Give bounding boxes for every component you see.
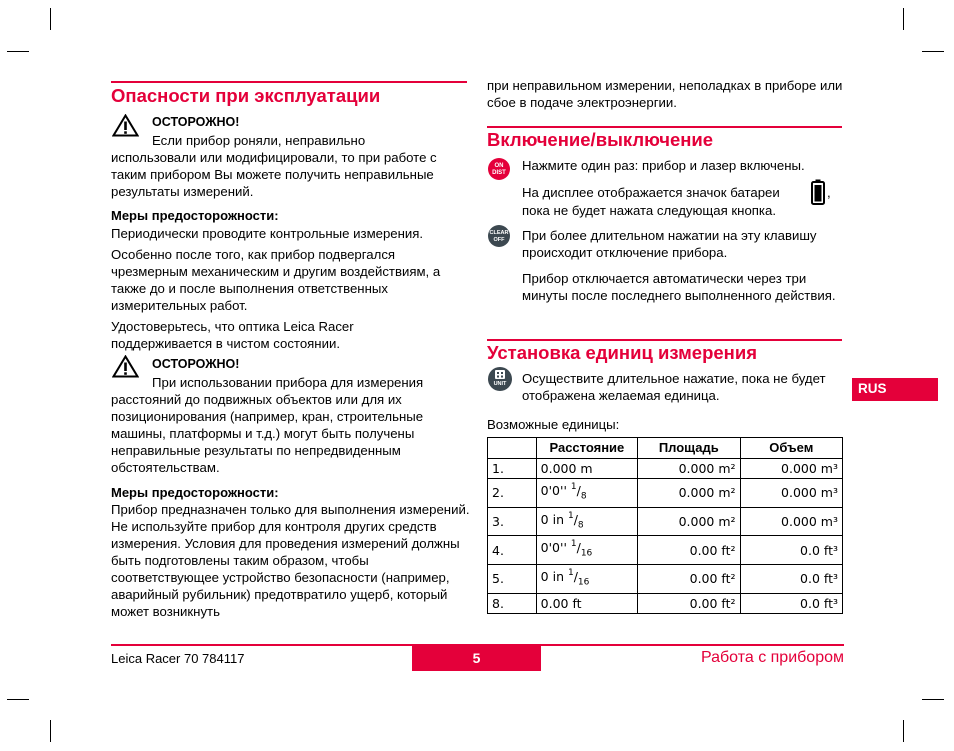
fraction-numerator: 1 xyxy=(570,539,577,550)
crop-mark xyxy=(7,51,29,52)
section-rule xyxy=(487,339,842,341)
unit-button-icon xyxy=(488,367,512,391)
fraction-slash: / xyxy=(576,540,581,556)
icon-label: CLEAR xyxy=(489,230,509,236)
volume-unit: 0.0 ft³ xyxy=(740,536,842,565)
fraction-slash: / xyxy=(573,511,578,527)
table-row xyxy=(488,507,843,536)
distance-unit xyxy=(536,507,637,536)
area-unit: 0.000 m² xyxy=(638,507,740,536)
distance-unit xyxy=(536,593,637,614)
battery-icon xyxy=(811,179,825,205)
fraction-numerator: 1 xyxy=(567,567,574,578)
on-text: Нажмите один раз: прибор и лазер включены. xyxy=(522,158,805,173)
paragraph: Особенно после того, как прибор подвергался чрезмерным механическим и другим воздействиям, а также до и после выполнения ответственных измерительных работ. xyxy=(111,247,441,313)
distance-value: 0.00 ft xyxy=(540,595,582,611)
distance-value: 0 in xyxy=(540,511,568,527)
page-number-box xyxy=(412,646,541,671)
crop-mark xyxy=(50,8,51,30)
warning-icon xyxy=(112,355,139,378)
row-index: 8. xyxy=(488,593,537,614)
warning-text: расстояний до подвижных объектов или для их позиционирования (например, кран, строительные машины, платформы и т.д.) могут быть получены неправильные результаты по непредвиденным обстоятельствам. xyxy=(111,392,424,475)
unit-text: Осуществите длительное нажатие, пока не будет отображена желаемая единица. xyxy=(522,371,826,403)
volume-unit: 0.0 ft³ xyxy=(740,593,842,614)
crop-mark xyxy=(50,720,51,742)
distance-unit xyxy=(536,564,637,593)
auto-off-text: Прибор отключается автоматически через три минуты после последнего выполненного действия. xyxy=(522,271,836,303)
area-unit: 0.00 ft² xyxy=(638,564,740,593)
fraction-slash: / xyxy=(573,569,578,585)
table-row xyxy=(488,479,843,508)
fraction-denominator: 16 xyxy=(580,548,593,559)
table-header: Объем xyxy=(740,438,842,459)
row-index: 5. xyxy=(488,564,537,593)
distance-value: 0'0'' xyxy=(540,483,571,499)
fraction-denominator: 8 xyxy=(580,491,587,502)
crop-mark xyxy=(7,699,29,700)
crop-mark xyxy=(922,699,944,700)
fraction-denominator: 8 xyxy=(577,520,584,531)
table-header: Площадь xyxy=(638,438,740,459)
language-label: RUS xyxy=(858,381,887,396)
page-number: 5 xyxy=(472,650,481,666)
on-dist-button-icon xyxy=(488,158,510,180)
crop-mark xyxy=(903,8,904,30)
precaution-title: Меры предосторожности: xyxy=(111,208,279,223)
language-tab xyxy=(852,378,938,401)
icon-label: DIST xyxy=(492,170,506,176)
table-row xyxy=(488,536,843,565)
area-unit: 0.000 m² xyxy=(638,458,740,479)
distance-value: 0'0'' xyxy=(540,540,571,556)
footer-product: Leica Racer 70 784117 xyxy=(111,651,245,666)
row-index: 1. xyxy=(488,458,537,479)
table-header: Расстояние xyxy=(536,438,637,459)
section-title-onoff: Включение/выключение xyxy=(487,129,714,150)
precaution-text: Прибор предназначен только для выполнения измерений. Не используйте прибор для контроля других средств измерения. Условия для проведения измерений должны быть подготовлены таким образом, чтобы соответствующее устройство безопасности (например, аварийный рубильник) предотвратило ущерб, который может возникнуть xyxy=(111,502,470,619)
fraction-numerator: 1 xyxy=(567,510,574,521)
row-index: 3. xyxy=(488,507,537,536)
crop-mark xyxy=(922,51,944,52)
distance-value: 0 in xyxy=(540,569,568,585)
table-row xyxy=(488,458,843,479)
off-text: При более длительном нажатии на эту клавишу происходит отключение прибора. xyxy=(522,228,817,260)
crop-mark xyxy=(903,720,904,742)
volume-unit: 0.000 m³ xyxy=(740,507,842,536)
units-table xyxy=(487,437,843,614)
table-header xyxy=(488,438,537,459)
warning-text: использовали или модифицировали, то при работе с таким прибором Вы можете получить неправильные результаты измерений. xyxy=(111,150,437,199)
icon-label: UNIT xyxy=(493,381,507,387)
clear-off-button-icon xyxy=(488,225,510,247)
battery-text-cont: пока не будет нажата следующая кнопка. xyxy=(522,203,776,218)
continued-text: при неправильном измерении, неполадках в приборе или сбое в подаче электроэнергии. xyxy=(487,78,843,110)
fraction-numerator: 1 xyxy=(570,482,577,492)
icon-label: ON xyxy=(494,163,504,169)
section-title-hazards: Опасности при эксплуатации xyxy=(111,85,381,106)
fraction-slash: / xyxy=(576,483,581,499)
section-rule xyxy=(111,81,467,83)
icon-label: OFF xyxy=(493,237,505,243)
row-index: 4. xyxy=(488,536,537,565)
battery-text-part: На дисплее отображается значок батареи xyxy=(522,185,780,200)
warning-icon xyxy=(112,114,139,137)
volume-unit: 0.000 m³ xyxy=(740,479,842,508)
area-unit: 0.00 ft² xyxy=(638,593,740,614)
volume-unit: 0.0 ft³ xyxy=(740,564,842,593)
battery-text xyxy=(522,184,780,201)
area-unit: 0.000 m² xyxy=(638,479,740,508)
table-header-row xyxy=(488,438,843,459)
footer-chapter: Работа с прибором xyxy=(700,649,844,666)
table-row xyxy=(488,564,843,593)
precaution-text: Периодически проводите контрольные измерения. xyxy=(111,226,424,241)
keypad-icon xyxy=(495,370,505,379)
warning-title: ОСТОРОЖНО! xyxy=(152,115,240,129)
distance-value: 0.000 m xyxy=(540,460,593,476)
table-row xyxy=(488,593,843,614)
warning-text-first: Если прибор роняли, неправильно xyxy=(152,133,366,148)
section-title-units: Установка единиц измерения xyxy=(487,342,757,363)
section-rule xyxy=(487,126,842,128)
possible-units-label: Возможные единицы: xyxy=(487,417,620,432)
warning-text-first: При использовании прибора для измерения xyxy=(152,375,424,390)
battery-text-comma: , xyxy=(827,185,831,200)
paragraph: Удостоверьтесь, что оптика Leica Racer поддерживается в чистом состоянии. xyxy=(111,319,354,351)
distance-unit xyxy=(536,536,637,565)
distance-unit xyxy=(536,458,637,479)
precaution-title: Меры предосторожности: xyxy=(111,485,279,500)
warning-title: ОСТОРОЖНО! xyxy=(152,357,240,371)
row-index: 2. xyxy=(488,479,537,508)
fraction-denominator: 16 xyxy=(577,577,590,588)
distance-unit xyxy=(536,479,637,508)
volume-unit: 0.000 m³ xyxy=(740,458,842,479)
area-unit: 0.00 ft² xyxy=(638,536,740,565)
